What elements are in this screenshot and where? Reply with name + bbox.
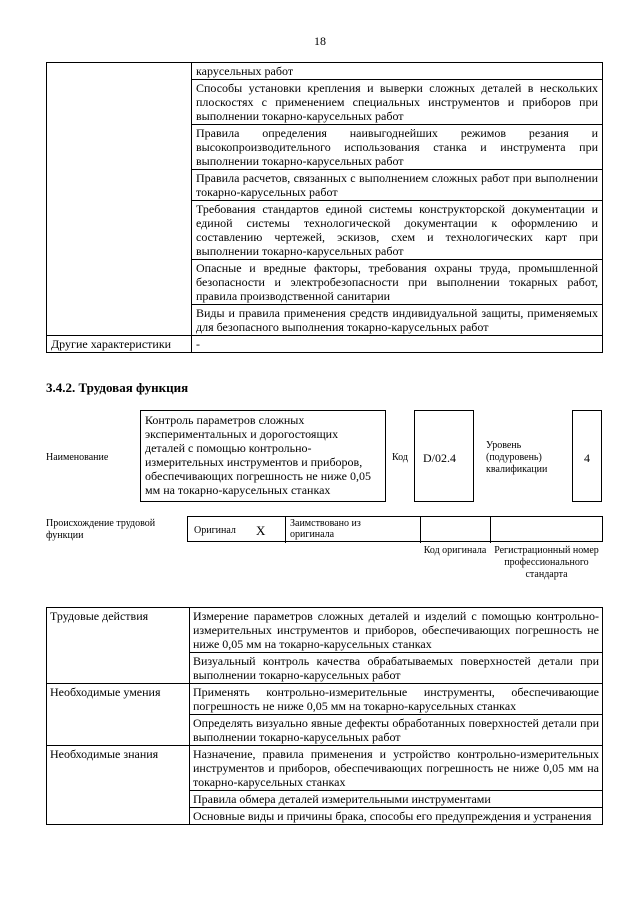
table-cell: Назначение, правила применения и устройство контрольно-измерительных инструментов и приборов, обеспечивающих погрешность не ниже 0,05 мм на токарно-карусельных станках	[190, 746, 603, 791]
original-mark: X	[256, 523, 266, 538]
reg-number-caption: Регистрационный номер профессионального стандарта	[494, 545, 599, 580]
divider	[420, 517, 421, 543]
table-cell: Определять визуально явные дефекты обработанных поверхностей детали при выполнении токарно-карусельных работ	[190, 715, 603, 746]
original-label: Оригинал	[194, 525, 236, 536]
origin-label: Происхождение трудовой функции	[46, 518, 156, 541]
table-cell: Применять контрольно-измерительные инструменты, обеспечивающие погрешность не ниже 0,05 мм на токарно-карусельных станках	[190, 684, 603, 715]
level-label: Уровень (подуровень) квалификации	[486, 440, 548, 475]
function-name-box	[140, 410, 386, 502]
table-cell: Правила обмера деталей измерительными инструментами	[190, 791, 603, 808]
code-original-caption: Код оригинала	[423, 545, 487, 556]
table-row	[47, 684, 603, 715]
table-cell: Основные виды и причины брака, способы его предупреждения и устранения	[190, 808, 603, 825]
table-cell: Визуальный контроль качества обрабатываемых поверхностей детали при выполнении токарно-карусельных работ	[190, 653, 603, 684]
table-cell: Способы установки крепления и выверки сложных деталей в нескольких плоскостях с применением специальных инструментов и приборов при выполнении токарно-карусельных работ	[192, 80, 603, 125]
borrowed-label: Заимствовано из оригинала	[290, 518, 361, 540]
section-heading: 3.4.2. Трудовая функция	[46, 380, 189, 395]
other-characteristics-value: -	[192, 336, 603, 353]
table-row	[47, 608, 603, 653]
table-row	[47, 336, 603, 353]
function-name-value: Контроль параметров сложных экспериментальных и дорогостоящих деталей с помощью контрольно-измерительных инструментов и приборов, обеспечивающих погрешность не ниже 0,05 мм на токарно-карусельных станках	[145, 413, 371, 497]
table-cell: Виды и правила применения средств индивидуальной защиты, применяемых для безопасного выполнения токарно-карусельных работ	[192, 305, 603, 336]
table-cell: Правила определения наивыгоднейших режимов резания и высокопроизводительного использования станка и инструмента при выполнении токарно-карусельных работ	[192, 125, 603, 170]
function-code-value: D/02.4	[423, 451, 456, 465]
labor-actions-label: Трудовые действия	[47, 608, 190, 684]
level-value: 4	[584, 451, 590, 465]
other-characteristics-label: Другие характеристики	[47, 336, 192, 353]
divider	[285, 517, 286, 543]
divider	[490, 517, 491, 543]
function-details-table	[46, 607, 603, 825]
table-cell: карусельных работ	[192, 63, 603, 80]
level-box	[572, 410, 602, 502]
table-cell: Правила расчетов, связанных с выполнением сложных работ при выполнении токарно-карусельных работ	[192, 170, 603, 201]
table-cell: Измерение параметров сложных деталей и изделий с помощью контрольно-измерительных инструментов и приборов, обеспечивающих погрешность не ниже 0,05 мм на токарно-карусельных станках	[190, 608, 603, 653]
table-cell: Опасные и вредные факторы, требования охраны труда, промышленной безопасности и электробезопасности при выполнении токарных работ, правила производственной санитарии	[192, 260, 603, 305]
table-cell: Требования стандартов единой системы конструкторской документации и единой системы технологической документации к оформлению и составлению чертежей, эскизов, схем и технологических карт при выполнении токарно-карусельных работ	[192, 201, 603, 260]
required-knowledge-label: Необходимые знания	[47, 746, 190, 825]
name-label: Наименование	[46, 452, 109, 463]
table-row	[47, 746, 603, 791]
required-skills-label: Необходимые умения	[47, 684, 190, 746]
code-label: Код	[392, 452, 408, 463]
table-row	[47, 63, 603, 80]
origin-row	[187, 516, 603, 542]
knowledge-continuation-table	[46, 62, 603, 353]
page-number: 18	[314, 34, 326, 48]
empty-label-cell	[47, 63, 192, 336]
function-code-box	[414, 410, 474, 502]
